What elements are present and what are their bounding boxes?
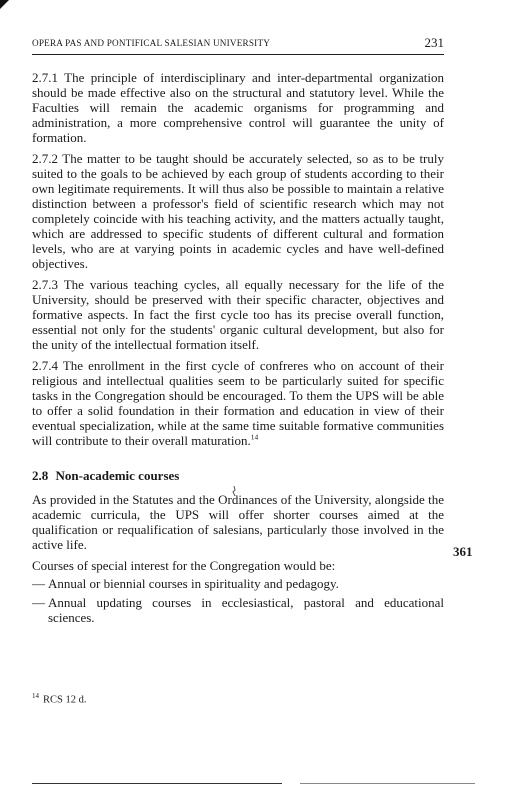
stray-mark-icon — [230, 485, 238, 497]
section-paragraph-1: As provided in the Statutes and the Ordinances of the University, alongside the academic curricula, the UPS will offer shorter courses aimed at the qualification or requalification of salesians, particularly those involved in the active life. — [32, 492, 444, 552]
list-item — [32, 576, 444, 591]
footnote-marker: 14 — [32, 692, 39, 700]
section-number: 2.8 — [32, 468, 49, 483]
page-number: 231 — [424, 35, 444, 50]
bottom-rule — [32, 783, 282, 784]
header-rule — [32, 54, 444, 55]
corner-crop-mark — [0, 0, 9, 9]
paragraph-2-7-4 — [32, 358, 444, 448]
bottom-rule-right — [300, 783, 475, 784]
paragraph-2-7-2: 2.7.2 The matter to be taught should be accurately selected, so as to be truly suited to the goals to be achieved by each group of students according to their own legitimate requirements. It will thus also be possible to maintain a relative distinction between a professor's field of scientific research which may not completely coincide with his teaching activity, and the matters actually taught, which are addressed to specific students of different cultural and formation levels, who are at varying points in academic cycles and have well-defined objectives. — [32, 151, 444, 271]
footnote-reference[interactable]: 14 — [250, 432, 259, 442]
paragraph-2-7-4-text: 2.7.4 The enrollment in the first cycle of confreres who on account of their religious and intellectual qualities seem to be particularly suited for specific tasks in the Congregation should be encouraged. To them the UPS will be able to offer a solid foundation in their formation and education in view of their eventual specialization, while at the same time suitable formative communities will contribute to their overall maturation. — [32, 358, 444, 448]
dash-bullet: — — [32, 595, 45, 610]
list-item-text: Annual or biennial courses in spirituality and pedagogy. — [48, 576, 339, 591]
margin-number: 361 — [453, 544, 473, 559]
main-text — [32, 70, 444, 629]
list-item-text: Annual updating courses in ecclesiastical, pastoral and educational sciences. — [48, 595, 444, 625]
section-title: Non-academic courses — [55, 468, 180, 483]
dash-bullet: — — [32, 576, 45, 591]
running-header — [32, 36, 444, 52]
paragraph-2-7-1: 2.7.1 The principle of interdisciplinary and inter-departmental organization should be made effective also on the structural and statutory level. While the Faculties will remain the academic organisms for programming and administration, a more comprehensive control will guarantee the unity of formation. — [32, 70, 444, 145]
section-heading — [32, 468, 444, 483]
footnote-text: RCS 12 d. — [43, 694, 87, 706]
paragraph-2-7-3: 2.7.3 The various teaching cycles, all equally necessary for the life of the University, should be preserved with their specific character, objectives and formative aspects. In fact the first cycle too has its precise overall function, essential not only for the students' organic cultural development, but also for the unity of the intellectual formation itself. — [32, 277, 444, 352]
footnote — [32, 692, 86, 706]
list-item — [32, 595, 444, 625]
section-paragraph-2: Courses of special interest for the Congregation would be: — [32, 558, 336, 573]
running-title: OPERA PAS AND PONTIFICAL SALESIAN UNIVERSITY — [32, 38, 271, 48]
